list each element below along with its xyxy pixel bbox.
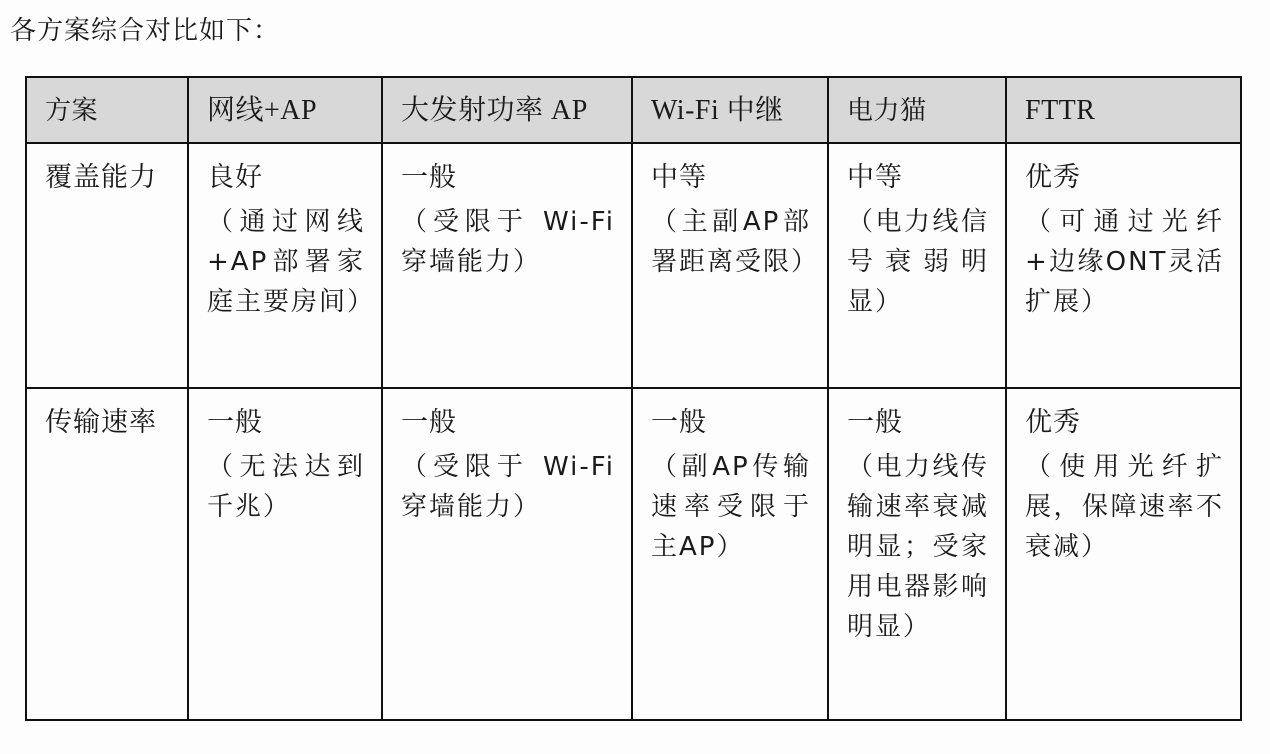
header-high-power-ap: 大发射功率 AP: [382, 77, 632, 143]
cell-note: （受限于 Wi-Fi 穿墙能力）: [401, 207, 615, 277]
cell-note: （电力线传输速率衰减明显；受家用电器影响明显）: [847, 452, 989, 642]
table-cell: [828, 143, 1006, 388]
row-label-cell: [26, 143, 188, 388]
header-powerline: 电力猫: [828, 77, 1006, 143]
table-cell: [382, 143, 632, 388]
row-label: 覆盖能力: [45, 162, 157, 193]
table-row-speed: [26, 388, 1241, 720]
cell-rating: 良好: [207, 162, 263, 193]
cell-rating: 中等: [847, 162, 903, 193]
table-row-coverage: [26, 143, 1241, 388]
table-cell: [188, 143, 382, 388]
cell-rating: 优秀: [1025, 407, 1081, 438]
cell-note: （通过网线+AP部署家庭主要房间）: [207, 207, 376, 317]
table-cell: [1006, 388, 1241, 720]
row-label: 传输速率: [45, 407, 157, 438]
table-header-row: [26, 77, 1241, 143]
table-cell: [188, 388, 382, 720]
table-cell: [828, 388, 1006, 720]
header-fttr: FTTR: [1006, 77, 1241, 143]
cell-note: （副AP传输速率受限于主AP）: [651, 452, 811, 562]
cell-rating: 优秀: [1025, 162, 1081, 193]
header-cable-ap: 网线+AP: [188, 77, 382, 143]
table-cell: [632, 388, 828, 720]
table-cell: [632, 143, 828, 388]
cell-note: （受限于 Wi-Fi 穿墙能力）: [401, 452, 615, 522]
cell-rating: 一般: [847, 407, 903, 438]
table-cell: [382, 388, 632, 720]
cell-note: （电力线信号衰弱明显）: [847, 207, 989, 317]
table-cell: [1006, 143, 1241, 388]
cell-note: （可通过光纤+边缘ONT灵活扩展）: [1025, 207, 1224, 317]
cell-note: （无法达到千兆）: [207, 452, 365, 522]
cell-rating: 一般: [651, 407, 707, 438]
intro-text: 各方案综合对比如下：: [10, 16, 281, 46]
header-wifi-repeater: Wi-Fi 中继: [632, 77, 828, 143]
cell-note: （使用光纤扩展，保障速率不衰减）: [1025, 452, 1224, 562]
cell-rating: 一般: [401, 162, 457, 193]
header-scheme: 方案: [26, 77, 188, 143]
cell-note: （主副AP部署距离受限）: [651, 207, 820, 277]
cell-rating: 一般: [207, 407, 263, 438]
row-label-cell: [26, 388, 188, 720]
cell-rating: 中等: [651, 162, 707, 193]
cell-rating: 一般: [401, 407, 457, 438]
comparison-table: [25, 76, 1242, 721]
